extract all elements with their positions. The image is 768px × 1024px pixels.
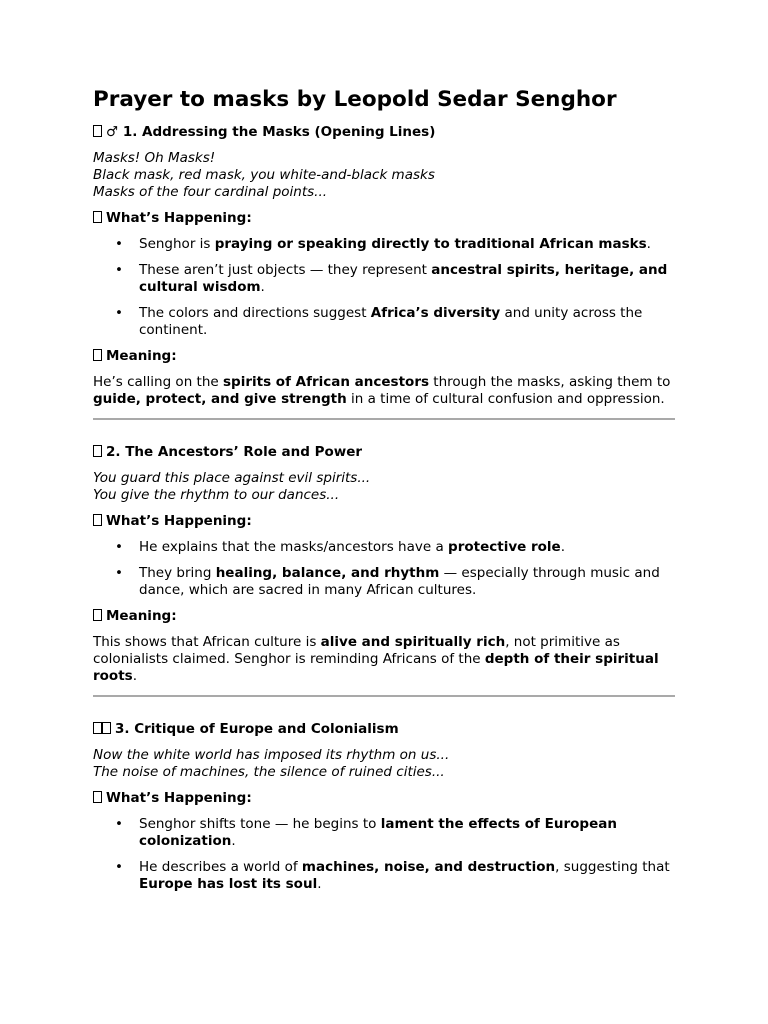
poem-quote (93, 470, 675, 504)
page-title: Prayer to masks by Leopold Sedar Senghor (93, 87, 617, 112)
section-divider (93, 418, 675, 420)
quote-line: Now the white world has imposed its rhythm on us... (93, 747, 450, 763)
text-run: He describes a world of (139, 859, 302, 875)
whats-happening-heading (93, 210, 675, 227)
list-item (139, 262, 675, 296)
list-item (139, 305, 675, 339)
meaning-label: Meaning: (106, 348, 177, 364)
missing-glyph-icon (93, 514, 102, 526)
document-content (93, 86, 675, 902)
whats-happening-heading (93, 790, 675, 807)
section-heading-text: 3. Critique of Europe and Colonialism (115, 721, 399, 737)
bold-run: guide, protect, and give strength (93, 391, 347, 407)
bold-run: depth of their spiritual roots (93, 651, 659, 684)
bold-run: protective role (448, 539, 561, 555)
bold-run: spirits of African ancestors (223, 374, 430, 390)
text-run: . (231, 833, 236, 849)
text-run: , not primitive as colonialists claimed. Senghor is reminding Africans of the (93, 634, 620, 667)
quote-line: You give the rhythm to our dances... (93, 487, 340, 503)
poem-quote (93, 747, 675, 781)
bold-run: Africa’s diversity (370, 305, 501, 321)
text-run: Senghor shifts tone — he begins to (139, 816, 381, 832)
text-run: , suggesting that (555, 859, 670, 875)
text-run: and unity across the continent. (139, 305, 643, 338)
text-run: . (317, 876, 322, 892)
text-run: They bring (139, 565, 216, 581)
bold-run: alive and spiritually rich (320, 634, 506, 650)
quote-line: The noise of machines, the silence of ruined cities... (93, 764, 445, 780)
bold-run: praying or speaking directly to traditional African masks (214, 236, 647, 252)
whats-happening-label: What’s Happening: (106, 210, 252, 226)
list-item (139, 565, 675, 599)
text-run: . (132, 668, 137, 684)
bold-run: ancestral spirits, heritage, and cultural wisdom (139, 262, 668, 295)
missing-glyph-icon (93, 445, 102, 457)
missing-glyph-icon (93, 609, 102, 621)
text-run: This shows that African culture is (93, 634, 321, 650)
section-heading-text: 2. The Ancestors’ Role and Power (106, 444, 363, 460)
text-run: He’s calling on the (93, 374, 223, 390)
section-heading-text: 1. Addressing the Masks (Opening Lines) (122, 124, 436, 140)
missing-glyph-icon (93, 125, 102, 137)
list-item (139, 816, 675, 850)
bullet-list (93, 539, 675, 599)
bullet-list (93, 816, 675, 893)
section-heading (93, 721, 675, 738)
section-1 (93, 124, 675, 408)
quote-line: Masks of the four cardinal points... (93, 184, 328, 200)
text-run: . (646, 236, 651, 252)
meaning-paragraph (93, 634, 675, 685)
text-run: Senghor is (139, 236, 215, 252)
quote-line: Black mask, red mask, you white-and-black masks (93, 167, 435, 183)
list-item (139, 236, 675, 253)
list-item (139, 539, 675, 556)
text-run: . (260, 279, 265, 295)
quote-line: Masks! Oh Masks! (93, 150, 216, 166)
bold-run: healing, balance, and rhythm (215, 565, 440, 581)
missing-glyph-icon (102, 722, 111, 734)
text-run: These aren’t just objects — they represent (139, 262, 432, 278)
meaning-label: Meaning: (106, 608, 177, 624)
bold-run: machines, noise, and destruction (301, 859, 556, 875)
missing-glyph-icon (93, 349, 102, 361)
bold-run: Europe has lost its soul (139, 876, 318, 892)
whats-happening-label: What’s Happening: (106, 513, 252, 529)
text-run: through the masks, asking them to (429, 374, 671, 390)
quote-line: You guard this place against evil spirits... (93, 470, 371, 486)
whats-happening-label: What’s Happening: (106, 790, 252, 806)
missing-glyph-icon (93, 722, 102, 734)
whats-happening-heading (93, 513, 675, 530)
poem-quote (93, 150, 675, 201)
bold-run: lament the effects of European colonization (139, 816, 617, 849)
text-run: in a time of cultural confusion and oppression. (346, 391, 665, 407)
bullet-list (93, 236, 675, 339)
section-heading (93, 124, 675, 141)
section-2 (93, 444, 675, 685)
meaning-paragraph (93, 374, 675, 408)
text-run: . (560, 539, 566, 555)
missing-glyph-icon (93, 791, 102, 803)
list-item (139, 859, 675, 893)
section-divider (93, 695, 675, 697)
meaning-heading (93, 608, 675, 625)
section-3 (93, 721, 675, 893)
missing-glyph-icon (93, 211, 102, 223)
section-heading (93, 444, 675, 461)
text-run: The colors and directions suggest (139, 305, 371, 321)
section-heading-symbol: ♂ (106, 124, 119, 140)
text-run: He explains that the masks/ancestors have a (139, 539, 449, 555)
text-run: — especially through music and dance, which are sacred in many African cultures. (139, 565, 660, 598)
meaning-heading (93, 348, 675, 365)
